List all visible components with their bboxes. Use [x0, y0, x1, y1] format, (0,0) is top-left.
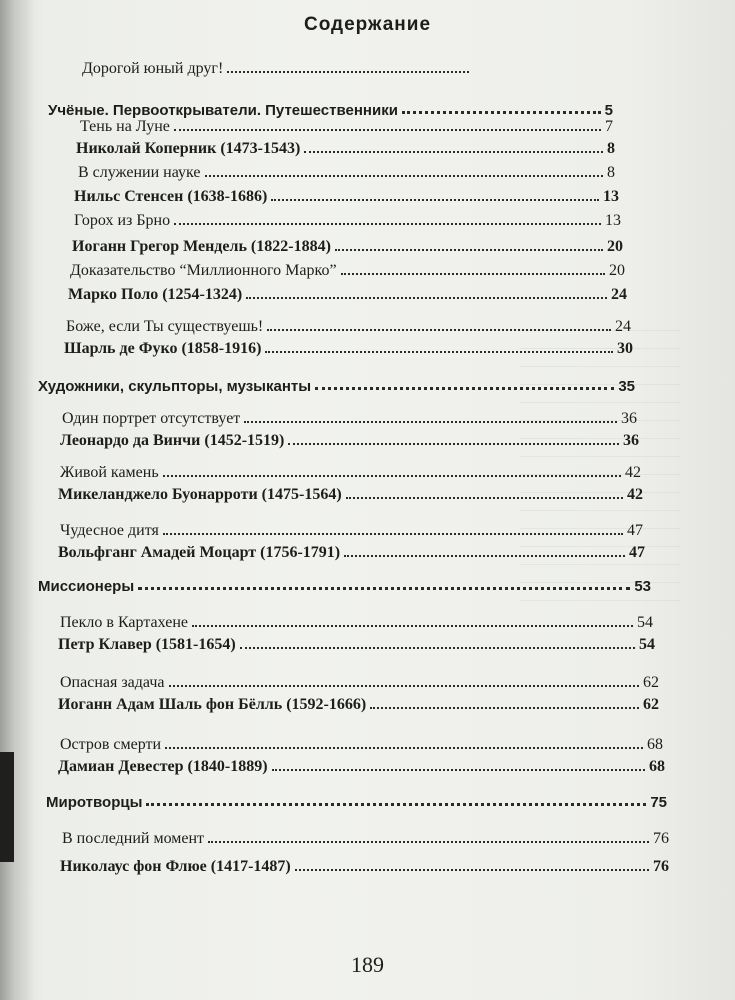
- toc-entry-page: 62: [643, 696, 659, 713]
- leader-dots: [174, 223, 601, 225]
- toc-entry-text: Доказательство “Миллионного Марко”: [70, 262, 337, 279]
- leader-dots: [272, 769, 645, 771]
- toc-entry-page: 24: [611, 286, 627, 303]
- toc-entry-page: 8: [607, 140, 615, 157]
- toc-entry-text: Опасная задача: [60, 674, 165, 691]
- toc-entry-page: 54: [637, 614, 653, 631]
- toc-entry-text: В служении науке: [78, 164, 201, 181]
- toc-entry-text: Вольфганг Амадей Моцарт (1756-1791): [58, 544, 341, 561]
- toc-entry-page: 62: [643, 674, 659, 691]
- toc-section-page: 5: [604, 102, 613, 119]
- toc-section-text: Миротворцы: [46, 794, 143, 811]
- toc-entry-page: 54: [639, 636, 655, 653]
- toc-entry: [60, 614, 653, 632]
- toc-entry-page: 13: [603, 188, 619, 205]
- toc-section-text: Художники, скульпторы, музыканты: [38, 378, 312, 395]
- leader-dots: [169, 685, 639, 687]
- leader-dots: [370, 707, 639, 709]
- toc-entry-page: 13: [605, 212, 621, 229]
- toc-entry-page: 8: [607, 164, 615, 181]
- toc-entry-text: Шарль де Фуко (1858-1916): [64, 340, 262, 357]
- leader-dots: [240, 647, 635, 649]
- toc-entry: [58, 696, 659, 714]
- toc-entry-text: Один портрет отсутствует: [62, 410, 241, 427]
- toc-entry: [58, 486, 643, 504]
- leader-dots: [271, 199, 599, 201]
- facing-page-edge: [0, 752, 14, 862]
- leader-dots: [346, 497, 623, 499]
- toc-entry-page: 76: [653, 858, 669, 875]
- toc-entry: [66, 318, 631, 336]
- toc-entry-page: 24: [615, 318, 631, 335]
- leader-dots: [205, 175, 603, 177]
- toc-entry-text: Нильс Стенсен (1638-1686): [74, 188, 268, 205]
- toc-entry-text: Чудесное дитя: [60, 522, 159, 539]
- toc-entry-text: Николаус фон Флюе (1417-1487): [60, 858, 291, 875]
- toc-entry-page: 36: [621, 410, 637, 427]
- toc-entry: [78, 164, 615, 182]
- toc-entry-text: Николай Коперник (1473-1543): [76, 140, 301, 157]
- toc-entry: [82, 60, 473, 78]
- toc-entry-text: Горох из Брно: [74, 212, 171, 229]
- toc-entry: [62, 830, 669, 848]
- toc-entry: [80, 118, 613, 136]
- toc-entry-page: 20: [607, 238, 623, 255]
- leader-dots: [208, 841, 649, 843]
- toc-entry-page: 47: [627, 522, 643, 539]
- toc-section: [38, 378, 635, 395]
- leader-dots: [335, 249, 603, 251]
- toc-entry: [60, 858, 669, 876]
- toc-entry-text: Дамиан Девестер (1840-1889): [58, 758, 268, 775]
- toc-entry-text: Боже, если Ты существуешь!: [66, 318, 264, 335]
- leader-dots: [165, 747, 643, 749]
- toc-entry-text: Иоганн Грегор Мендель (1822-1884): [72, 238, 331, 255]
- toc-entry-page: 68: [649, 758, 665, 775]
- toc-entry: [60, 674, 659, 692]
- toc-section-text: Миссионеры: [38, 578, 135, 595]
- toc-section: [48, 102, 613, 119]
- toc-entry-text: Пекло в Картахене: [60, 614, 188, 631]
- toc-entry: [58, 636, 655, 654]
- toc-entry-page: 76: [653, 830, 669, 847]
- toc-entry: [76, 140, 615, 158]
- toc-entry: [60, 736, 663, 754]
- leader-dots: [244, 421, 617, 423]
- toc-entry: [60, 432, 639, 450]
- toc-entry: [64, 340, 633, 358]
- leader-dots: [146, 803, 646, 806]
- toc-entry-text: Петр Клавер (1581-1654): [58, 636, 236, 653]
- leader-dots: [344, 555, 625, 557]
- toc-entry-page: 42: [627, 486, 643, 503]
- toc-entry-text: Леонардо да Винчи (1452-1519): [60, 432, 285, 449]
- toc-entry-page: 7: [605, 118, 613, 135]
- toc-entry-page: 42: [625, 464, 641, 481]
- leader-dots: [402, 111, 601, 114]
- toc-entry: [70, 262, 625, 280]
- leader-dots: [174, 129, 601, 131]
- page-number: 189: [351, 952, 384, 977]
- leader-dots: [265, 351, 613, 353]
- toc-section: [46, 794, 667, 811]
- leader-dots: [267, 329, 611, 331]
- toc-entry-page: 47: [629, 544, 645, 561]
- toc-section-page: 35: [618, 378, 635, 395]
- toc-entry-page: 20: [609, 262, 625, 279]
- toc-entry-text: В последний момент: [62, 830, 205, 847]
- toc-entry-text: Тень на Луне: [80, 118, 170, 135]
- leader-dots: [163, 533, 623, 535]
- toc-entry: [74, 212, 621, 230]
- toc-entry-text: Микеланджело Буонарроти (1475-1564): [58, 486, 342, 503]
- leader-dots: [227, 71, 469, 73]
- toc-entry-page: 30: [617, 340, 633, 357]
- toc-entry: [74, 188, 619, 206]
- toc-entry: [60, 464, 641, 482]
- toc-section-text: Учёные. Первооткрыватели. Путешественники: [48, 102, 398, 119]
- leader-dots: [341, 273, 605, 275]
- toc-section: [38, 578, 651, 595]
- toc-entry-text: Иоганн Адам Шаль фон Бёлль (1592-1666): [58, 696, 367, 713]
- toc-entry-page: 68: [647, 736, 663, 753]
- leader-dots: [295, 869, 649, 871]
- toc-section-page: 53: [634, 578, 651, 595]
- leader-dots: [315, 387, 614, 390]
- leader-dots: [246, 297, 607, 299]
- leader-dots: [304, 151, 603, 153]
- toc-entry-text: Дорогой юный друг!: [82, 60, 224, 77]
- toc-entry: [68, 286, 627, 304]
- leader-dots: [288, 443, 619, 445]
- leader-dots: [163, 475, 621, 477]
- toc-entry: [58, 758, 665, 776]
- leader-dots: [138, 587, 630, 590]
- toc-entry: [60, 522, 643, 540]
- toc-entry: [58, 544, 645, 562]
- toc-entry-text: Остров смерти: [60, 736, 162, 753]
- toc-entry-text: Марко Поло (1254-1324): [68, 286, 243, 303]
- toc-entry-text: Живой камень: [60, 464, 159, 481]
- toc-entry: [62, 410, 637, 428]
- toc-entry-page: 36: [623, 432, 639, 449]
- toc-section-page: 75: [650, 794, 667, 811]
- leader-dots: [192, 625, 633, 627]
- toc-entry: [72, 238, 623, 256]
- page-title: Содержание: [303, 14, 432, 35]
